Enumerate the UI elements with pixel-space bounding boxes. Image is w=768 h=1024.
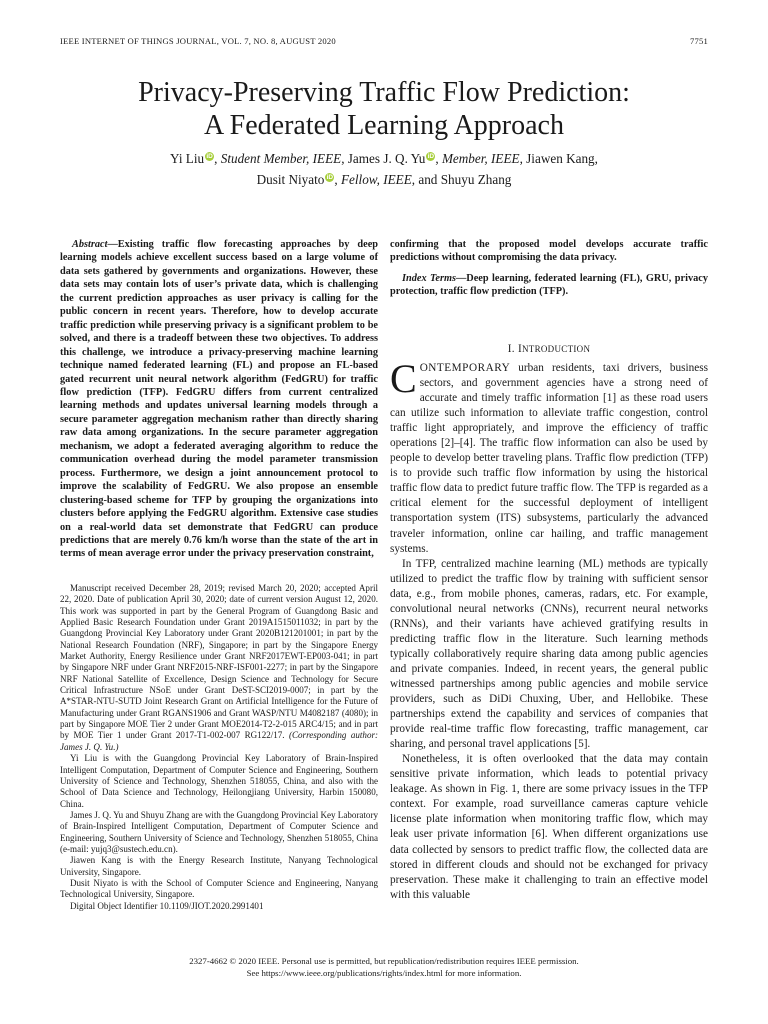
doi: Digital Object Identifier 10.1109/JIOT.2020.2991401	[70, 900, 264, 911]
orcid-icon[interactable]: iD	[206, 153, 213, 160]
author-line-1: Yi Liu iD, Student Member, IEEE, James J. Q. Yu iD, Member, IEEE, Jiawen Kang,	[170, 151, 598, 166]
corresponding-author: (Corresponding author: James J. Q. Yu.)	[60, 730, 378, 752]
left-column	[60, 238, 378, 561]
section-name: NTRODUCTION	[521, 344, 591, 354]
abstract-label: Abstract	[72, 239, 108, 250]
abstract-continued: confirming that the proposed model develops accurate traffic predictions without compromising the data privacy.	[390, 239, 708, 264]
paper-title	[40, 76, 728, 142]
footnote	[60, 583, 378, 912]
title-line-2: A Federated Learning Approach	[204, 110, 564, 141]
author-name: and Shuyu Zhang	[418, 172, 512, 187]
body-paragraph: In TFP, centralized machine learning (ML) methods are typically utilized to predict the traffic flow by training with sufficient sensor data, e.g., from mobile phones, cameras, radars, etc. For example, convolutional neural networks (CNNs), recurrent neural networks (RNNs), and their variants have achieved gratifying results in predicting traffic flow in the literature. Such learning methods typically collaboratively require sharing data among public agencies and private companies. Indeed, in recent years, the general public witnessed partnerships among public agencies and mobile service providers, such as DiDi Chuxing, Uber, and Hellobike. These partnerships extend the capability and services of companies that provide real-time traffic flow forecasting, traffic management, car sharing, and personal travel applications [5].	[390, 557, 708, 751]
journal-name: IEEE INTERNET OF THINGS JOURNAL, VOL. 7, NO. 8, AUGUST 2020	[60, 36, 336, 46]
body-paragraph: Nonetheless, it is often overlooked that the data may contain sensitive private information, which leads to potential privacy leakage. As shown in Fig. 1, there are some privacy issues in the TFP context. For example, road surveillance cameras capture vehicle license plate information when monitoring traffic flow, which may leak user private information [6]. When different organizations use data collected by sensors to predict traffic flow, the collected data are stored in different clouds and should not be exchanged for privacy preservation. These make it challenging to train an effective model with this valuable	[390, 753, 708, 901]
copyright-line-2: See https://www.ieee.org/publications/rights/index.html for more information.	[246, 967, 522, 978]
footnote-affiliation: Dusit Niyato is with the School of Computer Science and Engineering, Nanyang Technological University, Singapore.	[60, 877, 378, 900]
first-word: ONTEMPORARY	[419, 362, 511, 374]
orcid-icon[interactable]: iD	[326, 174, 334, 181]
drop-cap: C	[390, 356, 417, 401]
orcid-icon[interactable]: iD	[427, 153, 435, 160]
author-name: James J. Q. Yu	[347, 151, 426, 166]
author-role: Fellow, IEEE	[340, 172, 412, 187]
author-name: Dusit Niyato	[256, 172, 325, 187]
page-number: 7751	[690, 36, 708, 46]
author-role: Student Member, IEEE	[220, 151, 342, 166]
right-column-top	[390, 238, 708, 299]
footnote-affiliation: James J. Q. Yu and Shuyu Zhang are with the Guangdong Provincial Key Laboratory of Brain-Inspired Intelligent Computation, Department of Computer Science and Engineering, Southern University of Science and Technology, Shenzhen 518055, China (e-mail: yujq3@sustech.edu.cn).	[60, 809, 378, 854]
index-terms	[390, 272, 708, 299]
abstract	[60, 238, 378, 561]
copyright-line-1: 2327-4662 © 2020 IEEE. Personal use is permitted, but republication/redistribution requires IEEE permission.	[189, 956, 579, 966]
index-terms-text: —Deep learning, federated learning (FL), GRU, privacy protection, traffic flow prediction (TFP).	[390, 272, 708, 298]
author-role: Member, IEEE	[441, 151, 520, 166]
running-header	[60, 36, 708, 50]
introduction-body	[390, 356, 708, 903]
author-line-2: Dusit Niyato iD, Fellow, IEEE, and Shuyu Zhang	[256, 172, 512, 187]
abstract-text: —Existing traffic flow forecasting approaches by deep learning models achieve excellent success based on a large volume of data sets gathered by governments and organizations. However, these data sets may contain lots of user’s private data, which is challenging the current prediction approaches as user privacy is calling for the public concern in recent years. Therefore, how to develop accurate traffic prediction while preserving privacy is a significant problem to be solved, and there is a tradeoff between these two objectives. To address this challenge, we introduce a privacy-preserving machine learning technique named federated learning (FL) and propose an FL-based gated recurrent unit neural network algorithm (FedGRU) for traffic flow prediction (TFP). FedGRU differs from current centralized learning methods and updates universal learning models through a secure parameter aggregation mechanism rather than directly sharing raw data among organizations. In the secure parameter aggregation mechanism, we adopt a federated averaging algorithm to reduce the communication overhead during the model parameter transmission process. Furthermore, we design a joint announcement protocol to improve the scalability of FedGRU. We also propose an ensemble clustering-based scheme for TFP by grouping the organizations into clusters before applying the FedGRU algorithm. Extensive case studies on a real-world data set demonstrate that FedGRU can produce predictions that are merely 0.76 km/h worse than the state of the art in terms of mean average error under the privacy preservation constraint,	[60, 239, 378, 560]
paragraph-text: urban residents, taxi drivers, business sectors, and government agencies have a strong need of accurate and timely traffic information [1] as these road users can utilize such information to alleviate traffic congestion, control traffic light appropriately, and improve the efficiency of traffic operations [2]–[4]. The traffic flow information can also be used by people to develop better traveling plans. Traffic flow prediction (TFP) is to provide such traffic flow information by using the historical traffic flow data to predict future traffic flow. The TFP is regarded as a critical element for the successful deployment of intelligent transportation system (ITS) subsystems, particularly the advanced traveler information, online car hailing, and traffic management systems.	[390, 362, 708, 555]
author-name: Yi Liu	[170, 151, 205, 166]
footnote-manuscript	[60, 583, 378, 753]
copyright-notice	[60, 956, 708, 979]
footnote-funding-text: Manuscript received December 28, 2019; revised March 20, 2020; accepted April 22, 2020. Date of publication April 30, 2020; date of current version August 12, 2020. This work was supported in part by the General Program of Guangdong Basic and Applied Basic Research Foundation under Grant 2019A1515011032; in part by the Guangdong Provincial Key Laboratory under Grant 2020B121201001; in part by the National Research Foundation (NRF), Singapore; in part by the Singapore Energy Market Authority, Energy Resilience under Grant NRF2017EWT-EP003-041; in part by Singapore NRF under Grant NRF2015-NRF-ISF001-2277; in part by the Singapore NRF National Satellite of Excellence, Design Science and Technology for Secure Critical Infrastructure NSoE under Grant DeST-SCI2019-0007; in part by the A*STAR-NTU-SUTD Joint Research Grant on Artificial Intelligence for the Future of Manufacturing under Grant RGANS1906 and Grant WASP/NTU M4082187 (4080); in part by Singapore MOE Tier 2 under Grant MOE2014-T2-2-015 ARC4/15; and in part by MOE Tier 1 under Grant 2017-T1-002-007 RG122/17.	[60, 583, 378, 741]
body-paragraph	[390, 356, 708, 557]
title-line-1: Privacy-Preserving Traffic Flow Prediction:	[138, 77, 630, 108]
footnote-affiliation: Jiawen Kang is with the Energy Research Institute, Nanyang Technological University, Singapore.	[60, 855, 378, 877]
author-name: Jiawen Kang,	[526, 151, 598, 166]
section-numeral: I. I	[507, 343, 522, 355]
section-heading	[390, 343, 708, 355]
author-list	[40, 148, 728, 190]
index-terms-label: Index Terms	[402, 272, 456, 284]
footnote-affiliation: Yi Liu is with the Guangdong Provincial Key Laboratory of Brain-Inspired Intelligent Computation, Department of Computer Science and Engineering, Southern University of Science and Technology, Shenzhen 518055, China, and also with the School of Data Science and Technology, Heilongjiang University, Harbin 150080, China.	[60, 753, 378, 809]
